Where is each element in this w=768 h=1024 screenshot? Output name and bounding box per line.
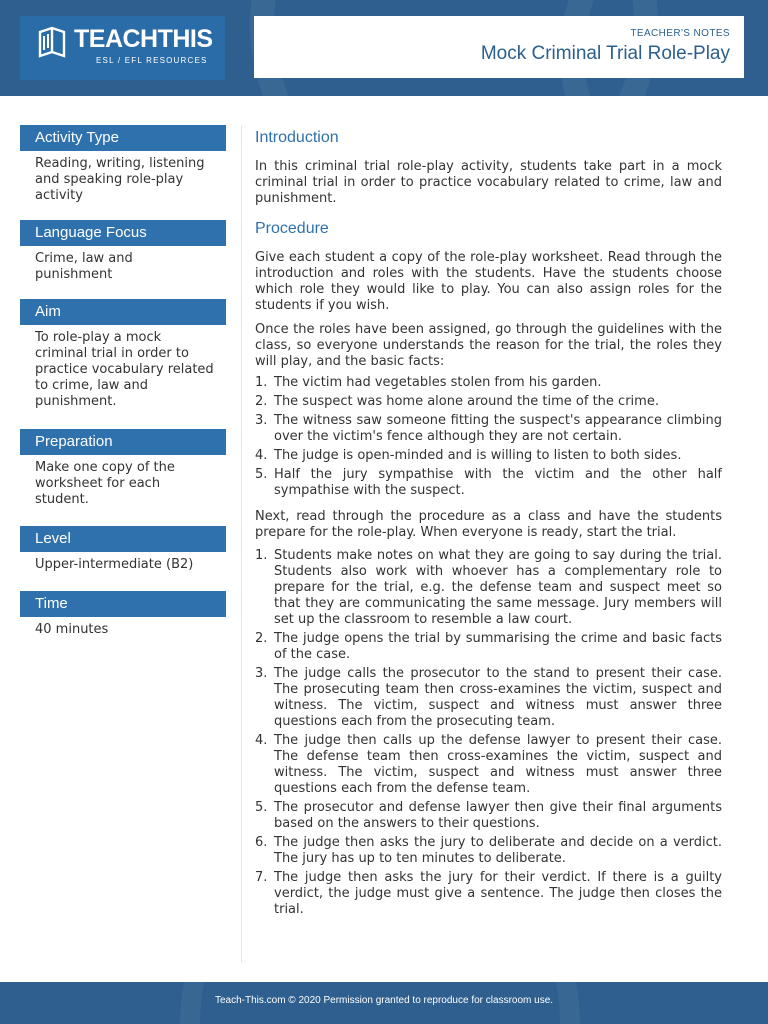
list-number: 5.: [255, 800, 268, 815]
list-item: [255, 413, 722, 445]
introduction-heading: Introduction: [255, 129, 339, 146]
list-number: 4.: [255, 448, 268, 463]
list-number: 4.: [255, 733, 268, 748]
logo-wordmark: TEACHTHIS: [74, 25, 213, 53]
list-number: 7.: [255, 870, 268, 885]
aim-heading: Aim: [20, 299, 226, 325]
info-sidebar: [20, 125, 226, 638]
list-text: Students make notes on what they are going to say during the trial. Students also work with whoever has a complementary role to prepare for the trial, e.g. the defense team and suspect meet so that they are communicating the same message. Jury members will set up the classroom to resemble a law court.: [274, 548, 722, 627]
language-focus-value: Crime, law and punishment: [35, 251, 133, 282]
document-kicker: TEACHER'S NOTES: [630, 28, 730, 39]
list-text: The suspect was home alone around the time of the crime.: [274, 394, 659, 409]
list-item: [255, 548, 722, 628]
page-header: [0, 0, 768, 96]
teachthis-logo[interactable]: [20, 16, 225, 80]
list-item: [255, 666, 722, 730]
activity-type-value: Reading, writing, listening and speaking role-play activity: [35, 156, 205, 203]
time-section: [20, 591, 226, 638]
list-text: The judge then calls up the defense lawyer to present their case. The defense team then cross-examines the victim, suspect and witness. The victim, suspect and witness must answer three questions each from the defense team.: [274, 733, 722, 796]
list-item: [255, 448, 722, 464]
list-item: [255, 835, 722, 867]
preparation-value: Make one copy of the worksheet for each student.: [35, 460, 175, 507]
page-footer: [0, 982, 768, 1024]
list-text: The judge opens the trial by summarising the crime and basic facts of the case.: [274, 631, 722, 662]
list-text: The prosecutor and defense lawyer then give their final arguments based on the answers to their questions.: [274, 800, 722, 831]
list-number: 6.: [255, 835, 268, 850]
list-item: [255, 733, 722, 797]
list-text: Half the jury sympathise with the victim and the other half sympathise with the suspect.: [274, 467, 722, 498]
language-focus-section: [20, 220, 226, 283]
time-heading: Time: [20, 591, 226, 617]
list-item: [255, 870, 722, 918]
activity-type-heading: Activity Type: [20, 125, 226, 151]
list-number: 2.: [255, 394, 268, 409]
procedure-heading: Procedure: [255, 220, 329, 237]
list-number: 1.: [255, 375, 268, 390]
list-number: 1.: [255, 548, 268, 563]
page-title: Mock Criminal Trial Role-Play: [480, 43, 730, 64]
list-number: 3.: [255, 666, 268, 681]
list-item: [255, 800, 722, 832]
aim-value: To role-play a mock criminal trial in order to practice vocabulary related to crime, law and punishment.: [35, 330, 214, 409]
list-text: The witness saw someone fitting the suspect's appearance climbing over the victim's fence although they are not certain.: [274, 413, 722, 444]
time-value: 40 minutes: [35, 622, 109, 637]
list-text: The judge then asks the jury for their verdict. If there is a guilty verdict, the judge must give a sentence. The judge then closes the trial.: [274, 870, 722, 917]
list-text: The judge is open-minded and is willing to listen to both sides.: [274, 448, 682, 463]
book-icon: [36, 26, 68, 60]
introduction-text: In this criminal trial role-play activity, students take part in a mock criminal trial in order to practice vocabulary related to crime, law and punishment.: [255, 159, 722, 206]
column-divider: [241, 125, 242, 963]
language-focus-heading: Language Focus: [20, 220, 226, 246]
procedure-paragraph-3: Next, read through the procedure as a class and have the students prepare for the role-play. When everyone is ready, start the trial.: [255, 509, 722, 540]
logo-tagline: ESL / EFL RESOURCES: [96, 56, 208, 65]
list-number: 2.: [255, 631, 268, 646]
list-item: [255, 375, 722, 391]
aim-section: [20, 299, 226, 410]
list-number: 5.: [255, 467, 268, 482]
copyright-notice: Teach-This.com © 2020 Permission granted to reproduce for classroom use.: [214, 995, 554, 1006]
level-section: [20, 526, 226, 573]
list-item: [255, 631, 722, 663]
basic-facts-list: [255, 375, 722, 499]
title-panel: [254, 16, 744, 78]
list-item: [255, 394, 722, 410]
list-text: The judge then asks the jury to deliberate and decide on a verdict. The jury has up to ten minutes to deliberate.: [274, 835, 722, 866]
preparation-heading: Preparation: [20, 429, 226, 455]
level-value: Upper-intermediate (B2): [35, 557, 194, 572]
activity-type-section: [20, 125, 226, 204]
list-text: The judge calls the prosecutor to the stand to present their case. The prosecuting team then cross-examines the victim, suspect and witness. The victim, suspect and witness must answer three questions each from the prosecuting team.: [274, 666, 722, 729]
list-number: 3.: [255, 413, 268, 428]
preparation-section: [20, 429, 226, 508]
main-content: [255, 128, 722, 918]
list-text: The victim had vegetables stolen from his garden.: [274, 375, 602, 390]
procedure-steps-list: [255, 548, 722, 918]
procedure-paragraph-2: Once the roles have been assigned, go through the guidelines with the class, so everyone understands the reason for the trial, the roles they will play, and the basic facts:: [255, 322, 722, 369]
procedure-paragraph-1: Give each student a copy of the role-play worksheet. Read through the introduction and roles with the students. Have the students choose which role they would like to play. You can also assign roles for the students if you wish.: [255, 250, 722, 313]
level-heading: Level: [20, 526, 226, 552]
list-item: [255, 467, 722, 499]
